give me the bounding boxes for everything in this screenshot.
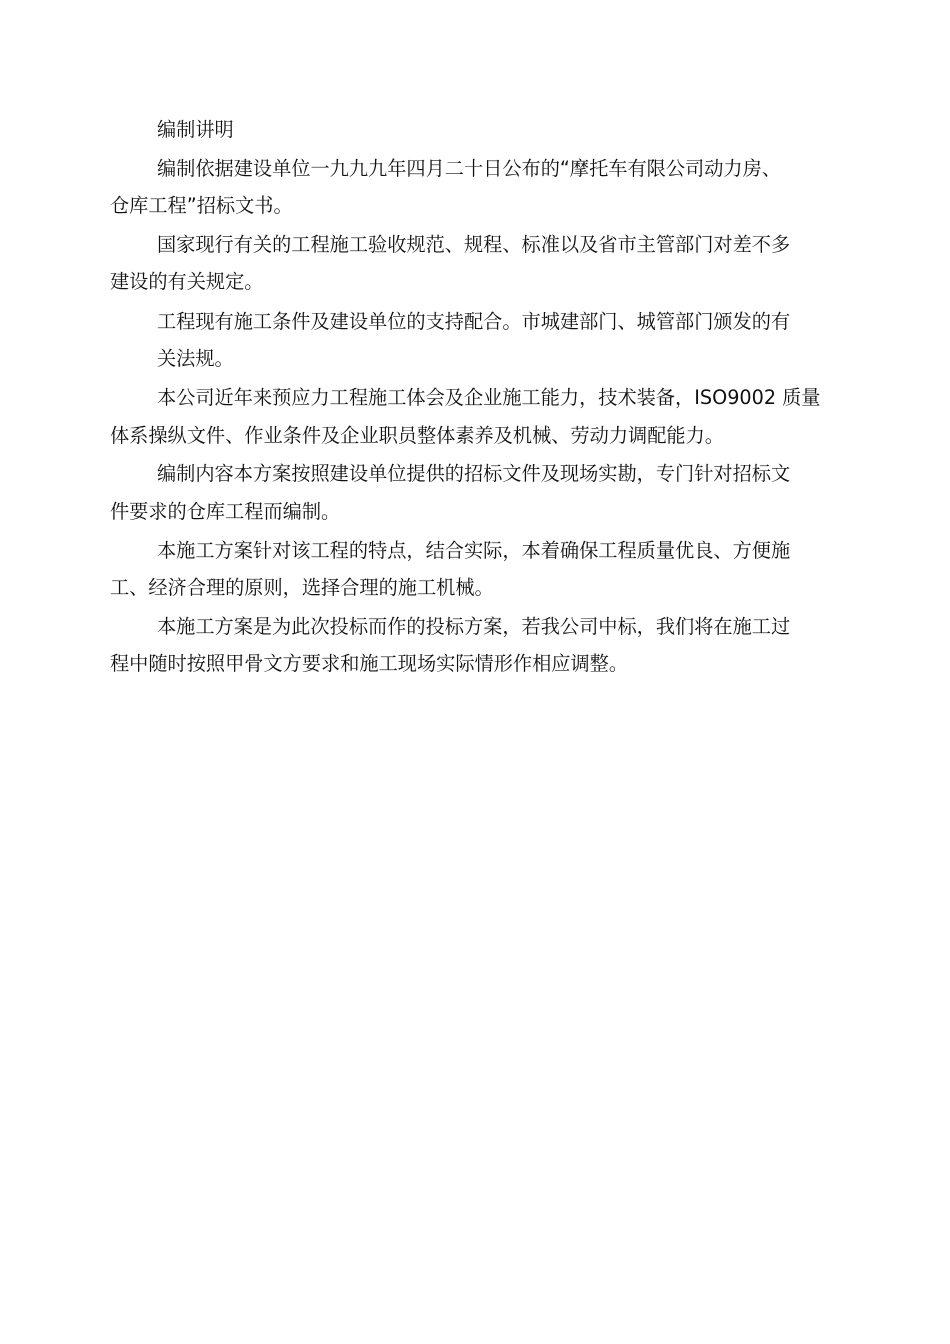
paragraph-line: 程中随时按照甲骨文方要求和施工现场实际情形作相应调整。 <box>110 652 629 675</box>
document-heading: 编制讲明 <box>157 118 234 141</box>
paragraph-line: 本施工方案针对该工程的特点，结合实际，本着确保工程质量优良、方便施 <box>157 539 791 562</box>
paragraph-line: 关法规。 <box>157 347 234 370</box>
paragraph-line: 工、经济合理的原则，选择合理的施工机械。 <box>110 576 494 599</box>
paragraph-line: 编制内容本方案按照建设单位提供的招标文件及现场实勘，专门针对招标文 <box>157 462 791 485</box>
paragraph-line: 件要求的仓库工程而编制。 <box>110 500 341 523</box>
paragraph-line: 工程现有施工条件及建设单位的支持配合。市城建部门、城管部门颁发的有 <box>157 310 791 333</box>
paragraph-line: 本施工方案是为此次投标而作的投标方案，若我公司中标，我们将在施工过 <box>157 615 791 638</box>
paragraph-line: 本公司近年来预应力工程施工体会及企业施工能力，技术装备，ISO9002 质量 <box>157 386 821 409</box>
paragraph-line: 仓库工程”招标文书。 <box>110 194 293 217</box>
paragraph-line: 建设的有关规定。 <box>110 270 264 293</box>
paragraph-line: 体系操纵文件、作业条件及企业职员整体素养及机械、劳动力调配能力。 <box>110 424 724 447</box>
paragraph-line: 国家现行有关的工程施工验收规范、规程、标准以及省市主管部门对差不多 <box>157 233 791 256</box>
paragraph-line: 编制依据建设单位一九九九年四月二十日公布的“摩托车有限公司动力房、 <box>157 157 781 180</box>
